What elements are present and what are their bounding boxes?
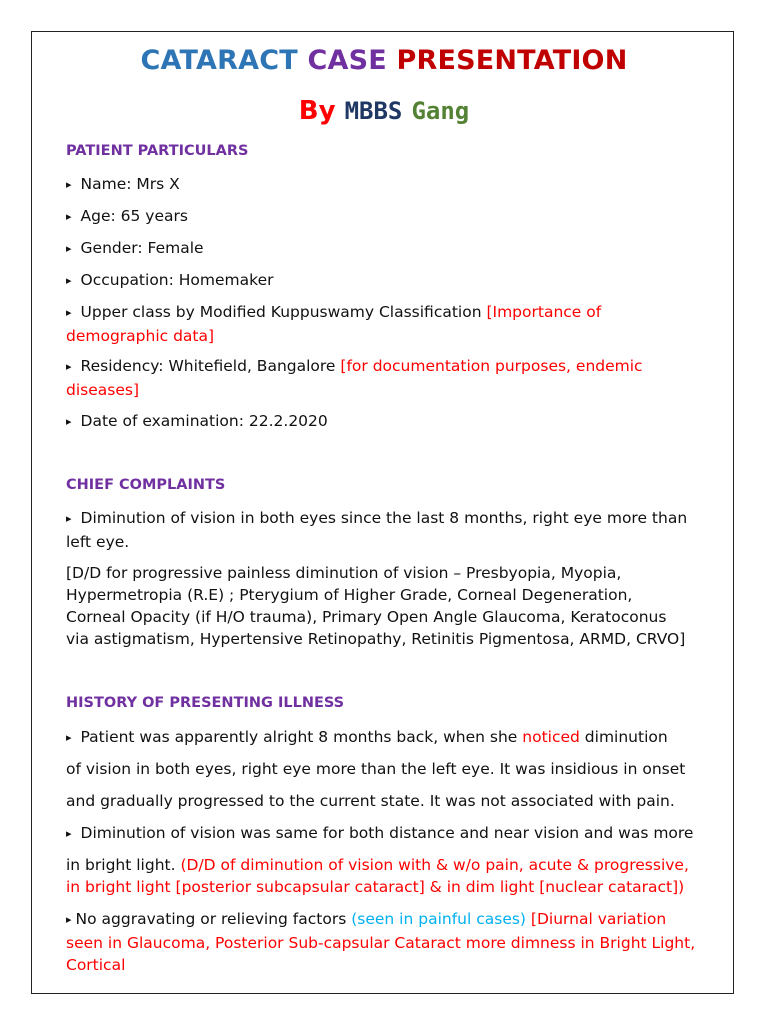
residency-note: [for documentation purposes, endemic diseases]: [66, 357, 643, 399]
list-item-class: ▸ Upper class by Modified Kuppuswamy Classification [Importance of demographic data]: [66, 303, 602, 345]
subtitle-gang: Gang: [411, 97, 470, 125]
title-word-case: CASE: [307, 45, 387, 76]
history-p3: ▸ No aggravating or relieving factors (seen in painful cases) [Diurnal variation seen in Glaucoma, Posterior Sub-capsular Cataract more dimness in Bright Light, Cortical: [66, 910, 696, 974]
history-p1-line2: of vision in both eyes, right eye more than the left eye. It was insidious in onset: [66, 760, 686, 778]
history-p3-red-note: [Diurnal variation seen in Glaucoma, Posterior Sub-capsular Cataract more dimness in Bright Light, Cortical: [66, 910, 696, 974]
bullet-icon: ▸: [66, 178, 72, 191]
list-item-occupation: ▸ Occupation: Homemaker: [66, 271, 274, 289]
history-p3-cyan-note: (seen in painful cases): [351, 910, 526, 928]
list-item-name: ▸ Name: Mrs X: [66, 175, 180, 193]
bullet-icon: ▸: [66, 306, 72, 319]
bullet-icon: ▸: [66, 827, 72, 840]
bullet-icon: ▸: [66, 913, 72, 926]
bullet-icon: ▸: [66, 242, 72, 255]
bullet-icon: ▸: [66, 210, 72, 223]
heading-patient-particulars: PATIENT PARTICULARS: [66, 143, 249, 159]
bullet-icon: ▸: [66, 415, 72, 428]
history-p2-line2: in bright light. (D/D of diminution of vision with & w/o pain, acute & progressive, in bright light [posterior subcapsular cataract] & in dim light [nuclear cataract]): [66, 856, 689, 896]
list-item-date: ▸ Date of examination: 22.2.2020: [66, 412, 328, 430]
document-subtitle: [0, 96, 768, 126]
bullet-icon: ▸: [66, 274, 72, 287]
title-word-cataract: CATARACT: [140, 45, 298, 76]
list-item-age: ▸ Age: 65 years: [66, 207, 188, 225]
list-item-gender: ▸ Gender: Female: [66, 239, 204, 257]
history-p1-line3: and gradually progressed to the current state. It was not associated with pain.: [66, 792, 675, 810]
bullet-icon: ▸: [66, 731, 72, 744]
subtitle-by: By: [298, 96, 336, 126]
heading-chief-complaints: CHIEF COMPLAINTS: [66, 477, 226, 493]
noticed-highlight: noticed: [522, 728, 580, 746]
history-p2-note: (D/D of diminution of vision with & w/o pain, acute & progressive, in bright light [posterior subcapsular cataract] & in dim light [nuclear cataract]): [66, 856, 689, 896]
bullet-icon: ▸: [66, 360, 72, 373]
bullet-icon: ▸: [66, 512, 72, 525]
subtitle-mbbs: MBBS: [344, 97, 403, 125]
complaint-text: ▸ Diminution of vision in both eyes since the last 8 months, right eye more than left eye.: [66, 509, 688, 551]
title-word-presentation: PRESENTATION: [396, 45, 628, 76]
history-p2-line1: ▸ Diminution of vision was same for both distance and near vision and was more: [66, 824, 694, 842]
list-item-residency: ▸ Residency: Whitefield, Bangalore [for documentation purposes, endemic diseases]: [66, 357, 643, 399]
complaint-differential: [D/D for progressive painless diminution of vision – Presbyopia, Myopia, Hypermetropia (R.E) ; Pterygium of Higher Grade, Corneal Degeneration, Corneal Opacity (if H/O trauma), Primary Open Angle Glaucoma, Keratoconus via astigmatism, Hypertensive Retinopathy, Retinitis Pigmentosa, ARMD, CRVO]: [66, 564, 686, 648]
heading-history: HISTORY OF PRESENTING ILLNESS: [66, 695, 345, 711]
document-title: [0, 45, 768, 76]
class-note: [Importance of demographic data]: [66, 303, 602, 345]
history-p1-line1: ▸ Patient was apparently alright 8 months back, when she noticed diminution: [66, 728, 668, 746]
